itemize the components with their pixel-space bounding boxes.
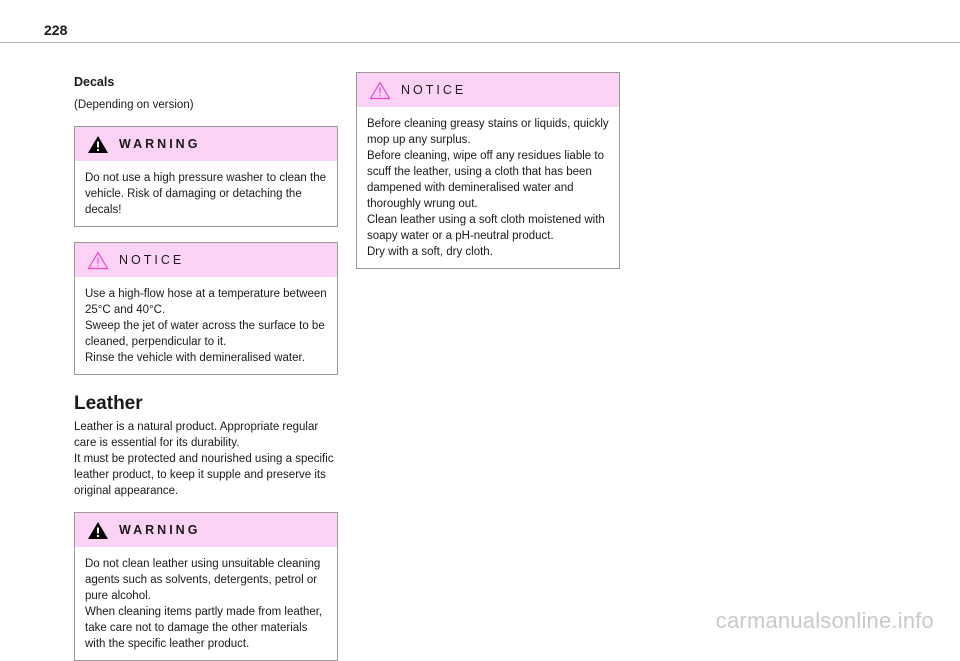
warning-box-header	[75, 127, 337, 161]
notice-box-decals	[74, 242, 338, 375]
notice-title: NOTICE	[119, 253, 185, 267]
warning-text: Do not use a high pressure washer to clean the vehicle. Risk of damaging or detaching the decals!	[85, 172, 327, 216]
warning-icon	[87, 135, 109, 154]
right-column	[356, 72, 620, 269]
notice-box-header	[357, 73, 619, 107]
leather-text: Leather is a natural product. Appropriate regular care is essential for its durability. It must be protected and nourished using a specific leather product, to keep it supple and preserve its original appearance.	[74, 421, 334, 497]
left-column	[74, 74, 338, 661]
notice-icon	[87, 251, 109, 270]
warning-box-header	[75, 513, 337, 547]
warning-box-leather	[74, 512, 338, 661]
notice-title: NOTICE	[401, 83, 467, 97]
notice-icon	[369, 81, 391, 100]
warning-title: WARNING	[119, 523, 201, 537]
watermark: carmanualsonline.info	[715, 608, 934, 633]
notice-box-header	[75, 243, 337, 277]
notice-box-leather	[356, 72, 620, 269]
notice-text: Before cleaning greasy stains or liquids, quickly mop up any surplus. Before cleaning, wipe off any residues liable to scuff the leather, using a cloth that has been dampened with demineralised water and thoroughly wrung out. Clean leather using a soft cloth moistened with soapy water or a pH-neutral product. Dry with a soft, dry cloth.	[367, 118, 609, 258]
page-number: 228	[44, 22, 68, 38]
warning-icon	[87, 521, 109, 540]
warning-title: WARNING	[119, 137, 201, 151]
decals-heading: Decals	[74, 75, 115, 89]
warning-text: Do not clean leather using unsuitable cleaning agents such as solvents, detergents, petrol or pure alcohol. When cleaning items partly made from leather, take care not to damage the other materials with the specific leather product.	[85, 558, 323, 650]
notice-text: Use a high-flow hose at a temperature between 25°C and 40°C. Sweep the jet of water across the surface to be cleaned, perpendicular to it. Rinse the vehicle with demineralised water.	[85, 288, 327, 364]
version-note: (Depending on version)	[74, 99, 194, 111]
leather-heading: Leather	[74, 393, 143, 414]
header-divider	[0, 42, 960, 43]
warning-box-decals	[74, 126, 338, 227]
